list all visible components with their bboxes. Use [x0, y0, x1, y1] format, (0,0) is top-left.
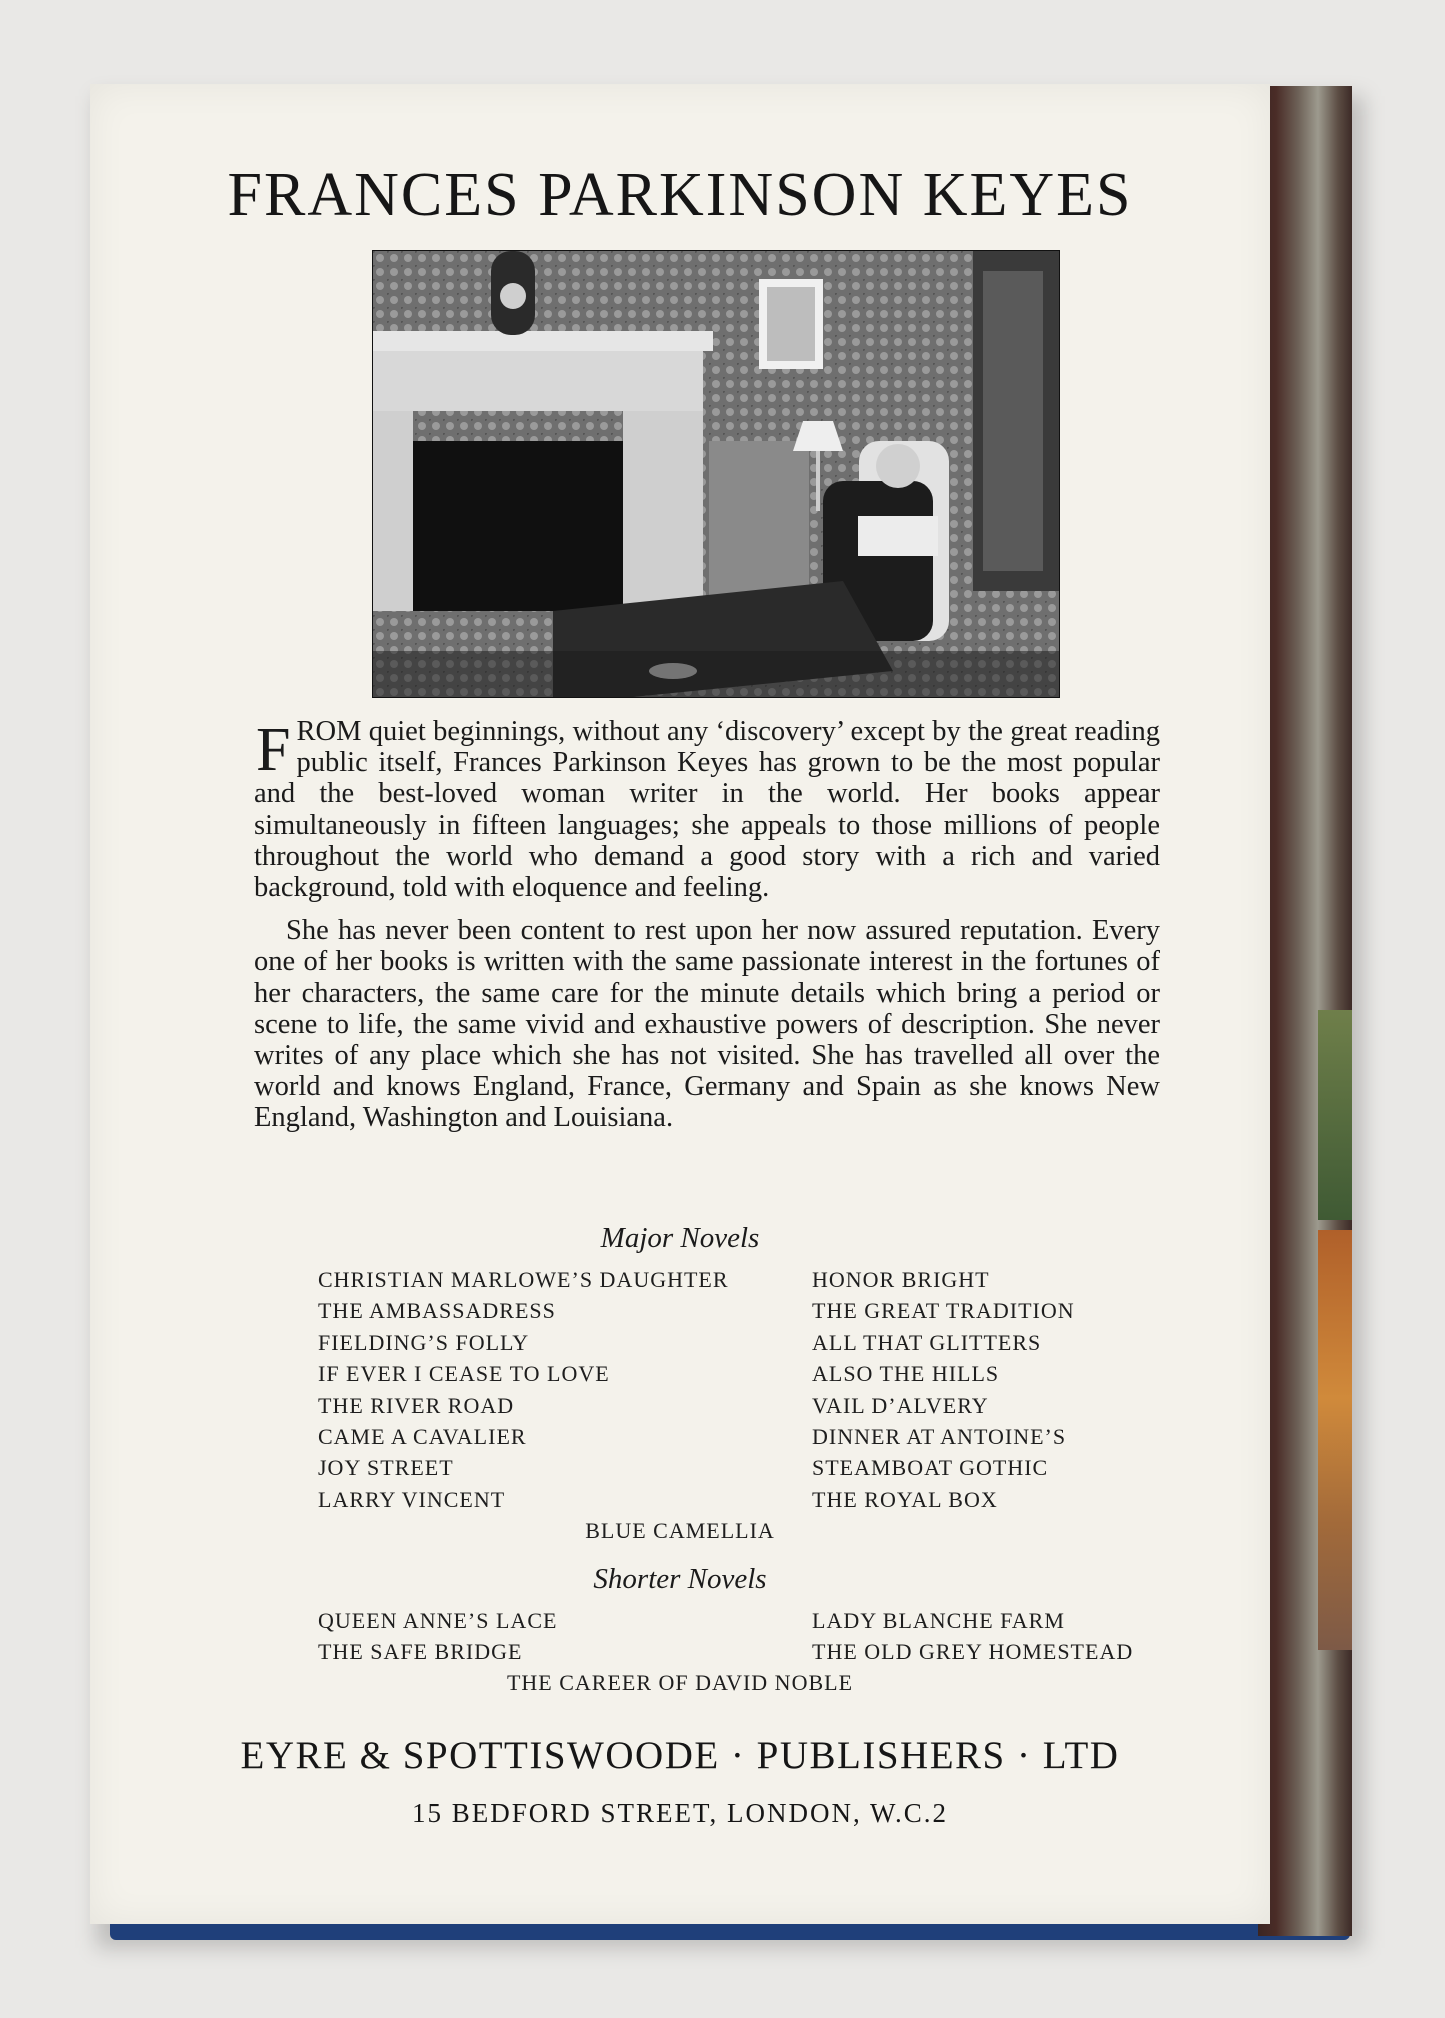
blurb-paragraph-2: She has never been content to rest upon her now assured reputation. Every one of her books is written with the same passionate interest in the fortunes of her characters, the same care for the minute details which bring a period or scene to life, the same vivid and exhaustive powers of description. She never writes of any place which she has not visited. She has travelled all over the world and knows England, France, Germany and Spain as she knows New England, Washington and Louisiana.: [254, 915, 1160, 1134]
author-photo: [372, 250, 1060, 698]
list-item: HONOR BRIGHT: [812, 1267, 990, 1292]
centered-shorter-novel: THE CAREER OF DAVID NOBLE: [506, 1670, 854, 1695]
list-item: LADY BLANCHE FARM: [812, 1608, 1065, 1633]
spine-illustration-green: [1318, 1010, 1352, 1220]
publisher-name: EYRE & SPOTTISWOODE · PUBLISHERS · LTD: [240, 1734, 1120, 1777]
list-item: THE RIVER ROAD: [318, 1392, 515, 1418]
list-item: LARRY VINCENT: [318, 1486, 506, 1512]
centered-major-novel: BLUE CAMELLIA: [585, 1518, 775, 1543]
list-item: ALL THAT GLITTERS: [812, 1329, 1042, 1355]
author-heading: FRANCES PARKINSON KEYES: [227, 161, 1133, 229]
list-item: DINNER AT ANTOINE’S: [812, 1423, 1067, 1449]
list-item: THE OLD GREY HOMESTEAD: [812, 1639, 1134, 1665]
list-item: STEAMBOAT GOTHIC: [812, 1455, 1049, 1481]
shorter-novels-list: [318, 1605, 1142, 1668]
list-item: FIELDING’S FOLLY: [318, 1329, 530, 1355]
list-item: THE GREAT TRADITION: [812, 1298, 1075, 1324]
list-item: CHRISTIAN MARLOWE’S DAUGHTER: [318, 1267, 729, 1292]
major-novels-heading: Major Novels: [600, 1222, 760, 1254]
author-blurb: [254, 716, 1160, 1146]
author-photo-icon: [373, 251, 1059, 697]
list-item: THE ROYAL BOX: [812, 1486, 998, 1512]
list-item: ALSO THE HILLS: [812, 1361, 1000, 1387]
blurb-paragraph-1: FROM quiet beginnings, without any ‘discovery’ except by the great reading public itself, Frances Parkinson Keyes has grown to be the most popular and the best-loved woman writer in the world. Her books appear simultaneously in fifteen languages; she appeals to those millions of people throughout the world who demand a good story with a rich and varied background, told with eloquence and feeling.: [254, 716, 1160, 904]
major-novels-list: [318, 1264, 1142, 1515]
list-item: VAIL D’ALVERY: [812, 1392, 989, 1418]
list-item: CAME A CAVALIER: [318, 1423, 527, 1449]
list-item: JOY STREET: [318, 1455, 454, 1481]
list-item: THE SAFE BRIDGE: [318, 1639, 523, 1665]
list-item: QUEEN ANNE’S LACE: [318, 1608, 558, 1633]
shorter-novels-heading: Shorter Novels: [593, 1563, 767, 1595]
list-item: IF EVER I CEASE TO LOVE: [318, 1361, 610, 1387]
list-item: THE AMBASSADRESS: [318, 1298, 556, 1324]
spine-illustration-orange: [1318, 1230, 1352, 1650]
publisher-address: 15 BEDFORD STREET, LONDON, W.C.2: [411, 1798, 949, 1828]
